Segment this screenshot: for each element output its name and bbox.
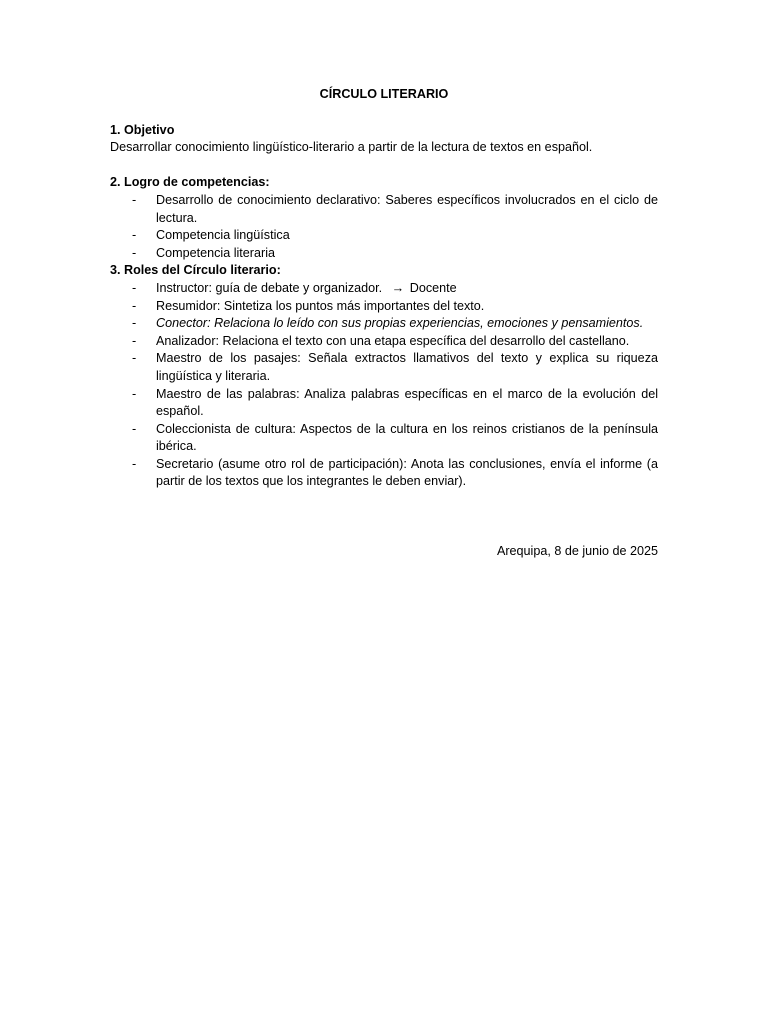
competencies-heading: 2. Logro de competencias: bbox=[110, 175, 270, 190]
list-item-text: Secretario (asume otro rol de participación): Anota las conclusiones, envía el informe (a partir de los textos que los integrantes le deben enviar). bbox=[156, 456, 658, 489]
list-item bbox=[110, 421, 658, 456]
arrow-right-icon: → bbox=[391, 280, 405, 295]
list-item-text: Maestro de las palabras: Analiza palabras específicas en el marco de la evolución del español. bbox=[156, 386, 658, 419]
objective-heading: 1. Objetivo bbox=[110, 122, 175, 137]
list-dash: - bbox=[132, 298, 137, 313]
list-item-text: Competencia lingüística bbox=[156, 228, 290, 243]
list-item-text: Conector: Relaciona lo leído con sus propias experiencias, emociones y pensamientos. bbox=[156, 316, 644, 331]
list-dash: - bbox=[132, 192, 137, 207]
objective-text: Desarrollar conocimiento lingüístico-literario a partir de la lectura de textos en español. bbox=[110, 140, 593, 155]
list-item bbox=[110, 192, 658, 227]
list-dash: - bbox=[132, 456, 137, 471]
list-item-text: Resumidor: Sintetiza los puntos más importantes del texto. bbox=[156, 298, 485, 313]
competencies-list bbox=[110, 192, 658, 262]
list-dash: - bbox=[132, 228, 137, 243]
document-body bbox=[110, 86, 658, 491]
list-item bbox=[110, 227, 658, 245]
list-item bbox=[110, 386, 658, 421]
list-item-text: Maestro de los pasajes: Señala extractos llamativos del texto y explica su riqueza lingüística y literaria. bbox=[156, 351, 658, 383]
list-item-text: Analizador: Relaciona el texto con una etapa específica del desarrollo del castellano. bbox=[156, 333, 630, 348]
list-item-text: Competencia literaria bbox=[156, 245, 275, 260]
roles-heading: 3. Roles del Círculo literario: bbox=[110, 263, 281, 278]
list-dash: - bbox=[132, 316, 137, 331]
spacer bbox=[110, 157, 658, 175]
list-dash: - bbox=[132, 421, 137, 436]
list-item bbox=[110, 245, 658, 263]
list-dash: - bbox=[132, 386, 137, 401]
document-title: CÍRCULO LITERARIO bbox=[319, 87, 449, 101]
list-dash: - bbox=[132, 333, 137, 348]
list-item bbox=[110, 333, 658, 351]
instructor-target: Docente bbox=[409, 280, 457, 295]
list-item-text: Desarrollo de conocimiento declarativo: Saberes específicos involucrados en el ciclo de lectura. bbox=[156, 192, 658, 225]
list-dash: - bbox=[132, 351, 137, 366]
list-dash: - bbox=[132, 280, 137, 295]
list-dash: - bbox=[132, 245, 137, 260]
list-item bbox=[110, 280, 658, 298]
roles-list bbox=[110, 280, 658, 491]
list-item bbox=[110, 456, 658, 491]
list-item-text: Coleccionista de cultura: Aspectos de la cultura en los reinos cristianos de la península ibérica. bbox=[156, 421, 658, 454]
list-item bbox=[110, 315, 658, 333]
list-item bbox=[110, 350, 658, 385]
list-item bbox=[110, 298, 658, 316]
signature-date: Arequipa, 8 de junio de 2025 bbox=[496, 544, 658, 558]
list-item-text: Instructor: guía de debate y organizador. bbox=[156, 280, 383, 295]
spacer bbox=[110, 104, 658, 122]
